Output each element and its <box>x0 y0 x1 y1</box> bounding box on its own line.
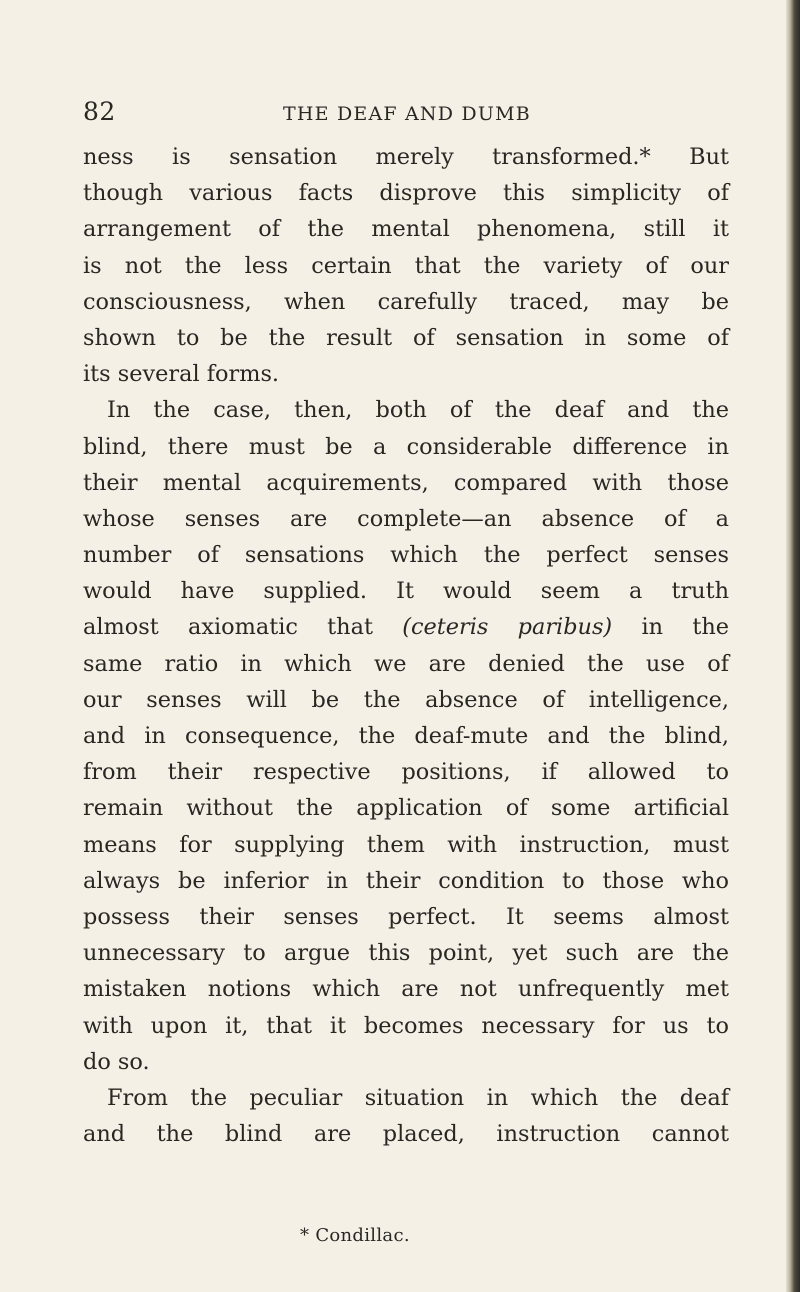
text-line: same ratio in which we are denied the use of <box>83 650 729 677</box>
latin-phrase: (ceteris paribus) <box>402 614 613 641</box>
text-line: arrangement of the mental phenomena, still it <box>83 216 729 243</box>
text-line <box>83 609 729 645</box>
text-line: though various facts disprove this simplicity of <box>83 180 729 207</box>
text-line: From the peculiar situation in which the deaf <box>107 1084 729 1111</box>
text-line: and the blind are placed, instruction cannot <box>83 1121 729 1148</box>
text-line: with upon it, that it becomes necessary for us to <box>83 1012 729 1039</box>
text-line: always be inferior in their condition to those who <box>83 867 729 894</box>
text-line: blind, there must be a considerable difference in <box>83 433 729 460</box>
text-line: is not the less certain that the variety of our <box>83 252 729 279</box>
text-line: their mental acquirements, compared with those <box>83 469 729 496</box>
body-text <box>83 139 729 1152</box>
text-line: whose senses are complete—an absence of a <box>83 505 729 532</box>
text-segment: almost axiomatic that <box>83 614 373 641</box>
text-line: our senses will be the absence of intelligence, <box>83 686 729 713</box>
running-head-title: THE DEAF AND DUMB <box>283 103 531 125</box>
running-head <box>83 97 643 137</box>
text-line: do so. <box>83 1048 150 1075</box>
text-line: number of sensations which the perfect senses <box>83 542 729 569</box>
text-line: remain without the application of some artificial <box>83 795 729 822</box>
text-line: ness is sensation merely transformed.* But <box>83 144 729 170</box>
text-line: In the case, then, both of the deaf and the <box>107 397 729 424</box>
text-line: means for supplying them with instruction, must <box>83 831 729 858</box>
footnote: * Condillac. <box>300 1225 410 1246</box>
page-number: 82 <box>83 97 116 126</box>
text-line: shown to be the result of sensation in some of <box>83 324 729 351</box>
text-line: unnecessary to argue this point, yet such are the <box>83 940 729 967</box>
text-line: possess their senses perfect. It seems almost <box>83 903 729 930</box>
text-line: consciousness, when carefully traced, may be <box>83 288 729 315</box>
text-line: and in consequence, the deaf-mute and the blind, <box>83 723 729 749</box>
text-line: mistaken notions which are not unfrequently met <box>83 976 729 1003</box>
page-edge-shadow <box>786 0 800 1292</box>
text-line: from their respective positions, if allowed to <box>83 759 729 786</box>
text-line: its several forms. <box>83 361 280 388</box>
text-line: would have supplied. It would seem a truth <box>83 578 729 605</box>
text-segment: in the <box>641 614 730 641</box>
